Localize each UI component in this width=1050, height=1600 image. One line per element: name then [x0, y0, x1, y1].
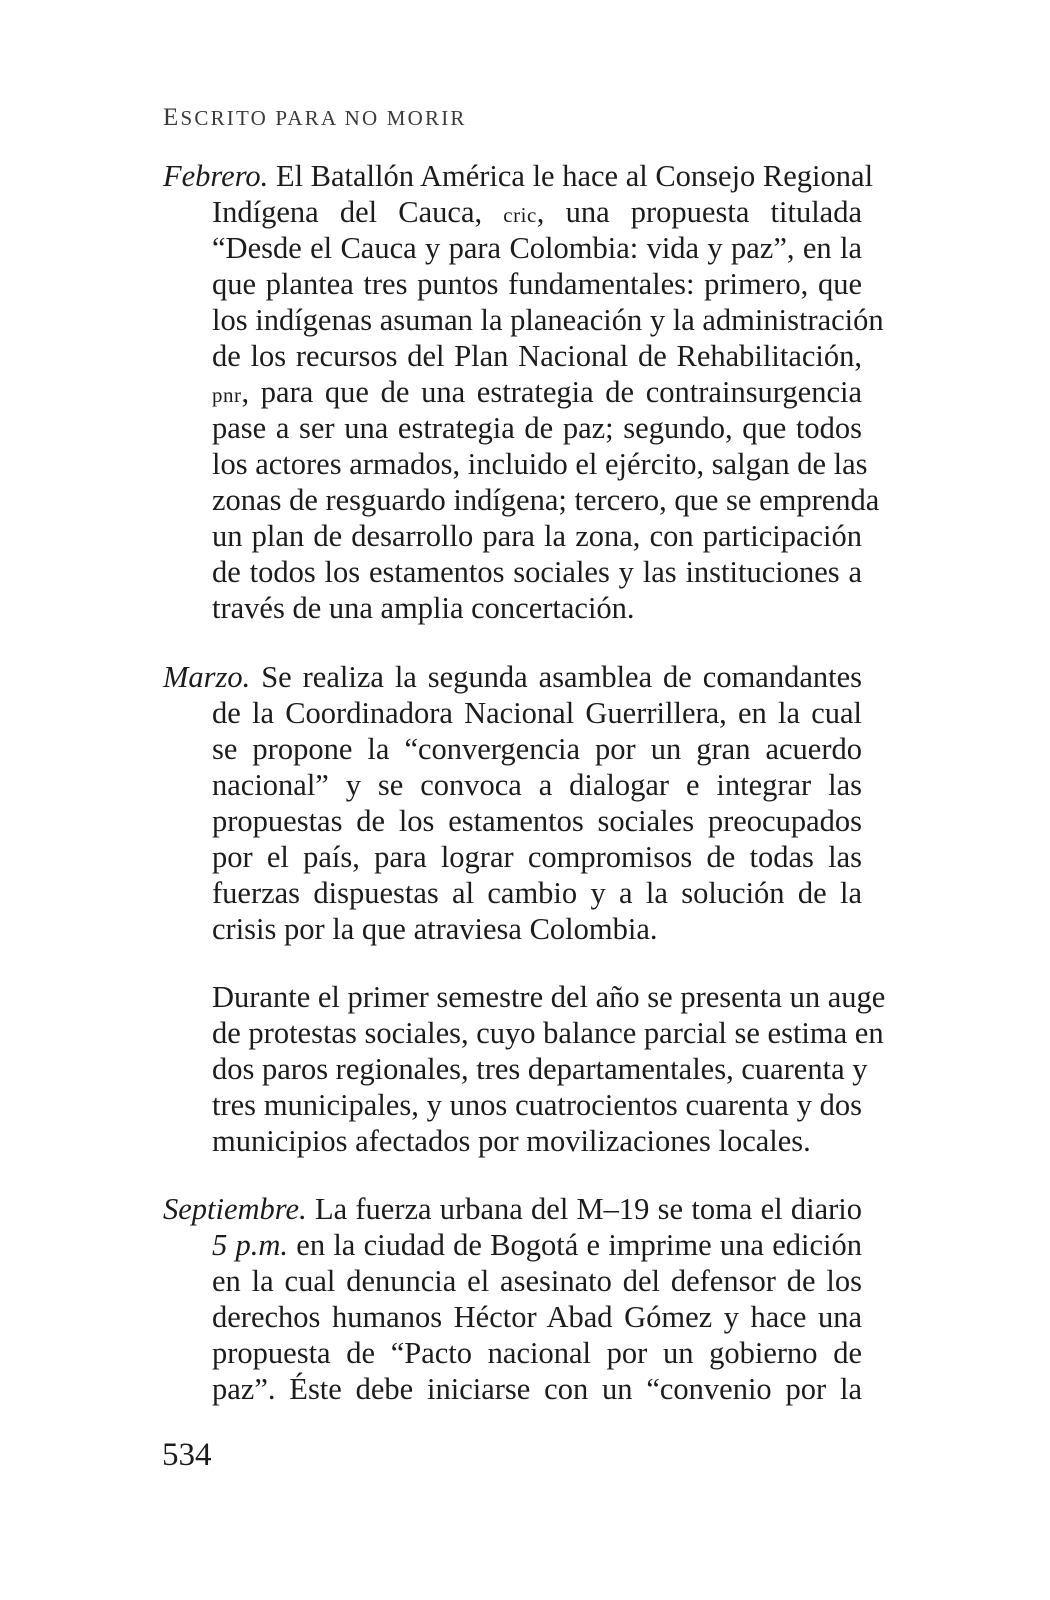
text-line: Indígena del Cauca, cric, una propuesta titulada	[212, 195, 862, 229]
text-line: paz”. Éste debe iniciarse con un “convenio por la	[212, 1372, 862, 1406]
entry-label: Marzo.	[163, 660, 251, 694]
text-line: de los recursos del Plan Nacional de Rehabilitación,	[212, 339, 862, 373]
text-line: propuesta de “Pacto nacional por un gobierno de	[212, 1336, 862, 1370]
text-line: en la cual denuncia el asesinato del defensor de los	[212, 1264, 862, 1298]
entry-label: Febrero.	[163, 159, 269, 193]
newspaper-title: 5 p.m.	[212, 1228, 289, 1262]
entry-label: Septiembre.	[163, 1192, 307, 1226]
acronym-cric: cric	[503, 203, 537, 227]
text-line: pnr, para que de una estrategia de contrainsurgencia	[212, 375, 862, 409]
text-line: crisis por la que atraviesa Colombia.	[212, 912, 658, 946]
text-line: través de una amplia concertación.	[212, 591, 635, 625]
text-line: se propone la “convergencia por un gran acuerdo	[212, 732, 862, 766]
running-head-initial: E	[163, 104, 181, 131]
text-line: derechos humanos Héctor Abad Gómez y hace una	[212, 1300, 862, 1334]
text-line: un plan de desarrollo para la zona, con participación	[212, 519, 862, 553]
running-head-text: SCRITO PARA NO MORIR	[180, 106, 467, 130]
text-line: propuestas de los estamentos sociales preocupados	[212, 804, 862, 838]
text-line: “Desde el Cauca y para Colombia: vida y paz”, en la	[212, 231, 862, 265]
page-number: 534	[162, 1437, 212, 1473]
entry-septiembre	[163, 1191, 862, 1407]
text-line: 5 p.m. en la ciudad de Bogotá e imprime una edición	[212, 1228, 862, 1262]
text-line: nacional” y se convoca a dialogar e integrar las	[212, 768, 862, 802]
text-line: tres municipales, y unos cuatrocientos cuarenta y dos	[212, 1088, 862, 1122]
text-line: Febrero. El Batallón América le hace al Consejo Regional	[163, 159, 874, 193]
text-line: Durante el primer semestre del año se presenta un auge	[212, 980, 886, 1014]
text-line: municipios afectados por movilizaciones locales.	[212, 1124, 811, 1158]
entry-marzo	[163, 659, 862, 947]
text-line: fuerzas dispuestas al cambio y a la solución de la	[212, 876, 862, 910]
text-line: dos paros regionales, tres departamentales, cuarenta y	[212, 1052, 868, 1086]
entry-febrero	[163, 158, 884, 626]
text-line: pase a ser una estrategia de paz; segundo, que todos	[212, 411, 862, 445]
entry-durante	[163, 979, 886, 1159]
acronym-pnr: pnr	[212, 383, 242, 407]
text-line: zonas de resguardo indígena; tercero, que se emprenda	[212, 483, 880, 517]
text-line: Septiembre. La fuerza urbana del M–19 se toma el diario	[163, 1192, 862, 1226]
text-line: por el país, para lograr compromisos de todas las	[212, 840, 862, 874]
text-line: de todos los estamentos sociales y las instituciones a	[212, 555, 862, 589]
text-line: los indígenas asuman la planeación y la administración	[212, 303, 884, 337]
text-line: que plantea tres puntos fundamentales: primero, que	[212, 267, 862, 301]
running-head	[163, 104, 467, 132]
text-line: los actores armados, incluido el ejército, salgan de las	[212, 447, 868, 481]
text-line: de protestas sociales, cuyo balance parcial se estima en	[212, 1016, 884, 1050]
text-line: Marzo. Se realiza la segunda asamblea de comandantes	[163, 660, 862, 694]
text-line: de la Coordinadora Nacional Guerrillera, en la cual	[212, 696, 862, 730]
